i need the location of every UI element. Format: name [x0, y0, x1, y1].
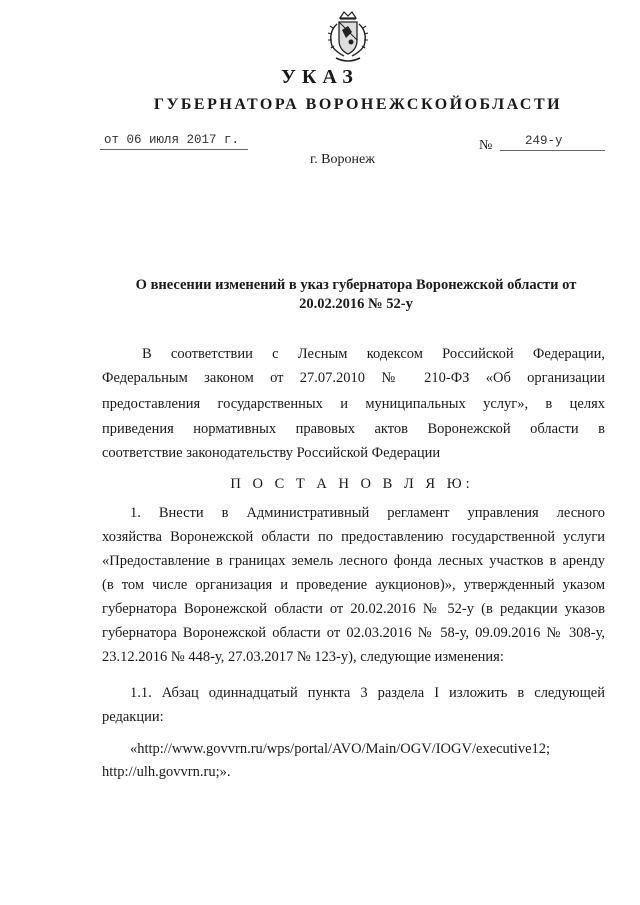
date-prefix: от — [104, 133, 120, 147]
item-1-line: хозяйства Воронежской области по предоставлению государственной услуги — [102, 529, 605, 545]
issuer-title: ГУБЕРНАТОРА ВОРОНЕЖСКОЙОБЛАСТИ — [153, 96, 563, 113]
preamble-line: Федеральным законом от 27.07.2010 № 210-ФЗ «Об организации — [102, 370, 605, 386]
heading-line: О внесении изменений в указ губернатора Воронежской области от — [135, 277, 577, 293]
preamble-line: приведения нормативных правовых актов Воронежской области в — [102, 421, 605, 437]
number-label: № — [479, 138, 493, 153]
date-underline — [100, 149, 248, 150]
decree-word: П О С Т А Н О В Л Я Ю: — [230, 476, 474, 492]
preamble-line: В соответствии с Лесным кодексом Российской Федерации, — [142, 346, 605, 362]
item-1-line: (в том числе организация и проведение аукционов)», утвержденный указом — [102, 577, 605, 593]
item-1-1-line: редакции: — [102, 709, 164, 725]
quote-line: http://ulh.govvrn.ru;». — [102, 764, 231, 780]
item-1-1-line: 1.1. Абзац одиннадцатый пункта 3 раздела I изложить в следующей — [130, 685, 605, 701]
coat-of-arms-icon — [318, 8, 378, 68]
quote-line: «http://www.govvrn.ru/wps/portal/AVO/Main/OGV/IOGV/executive12; — [130, 741, 551, 757]
number-underline — [500, 150, 605, 151]
item-1-line: 23.12.2016 № 448-у, 27.03.2017 № 123-у), следующие изменения: — [102, 649, 504, 665]
number-value: 249-у — [525, 134, 563, 148]
item-1-line: губернатора Воронежской области от 20.02.2016 № 52-у (в редакции указов — [102, 601, 605, 617]
preamble-line: предоставления государственных и муниципальных услуг», в целях — [102, 396, 605, 412]
document-heading — [110, 276, 602, 314]
preamble-line: соответствие законодательству Российской Федерации — [102, 445, 441, 461]
city: г. Воронеж — [310, 152, 375, 167]
item-1-line: губернатора Воронежской области от 02.03.2016 № 58-у, 09.09.2016 № 308-у, — [102, 625, 605, 641]
date-value: 06 июля 2017 г. — [126, 133, 240, 147]
item-1-line: «Предоставление в границах земель лесного фонда лесных участков в аренду — [102, 553, 605, 569]
heading-line: 20.02.2016 № 52-у — [299, 296, 413, 312]
date-field — [104, 133, 239, 147]
item-1-line: 1. Внести в Административный регламент управления лесного — [130, 505, 605, 521]
document-type-title: УКАЗ — [281, 66, 359, 88]
